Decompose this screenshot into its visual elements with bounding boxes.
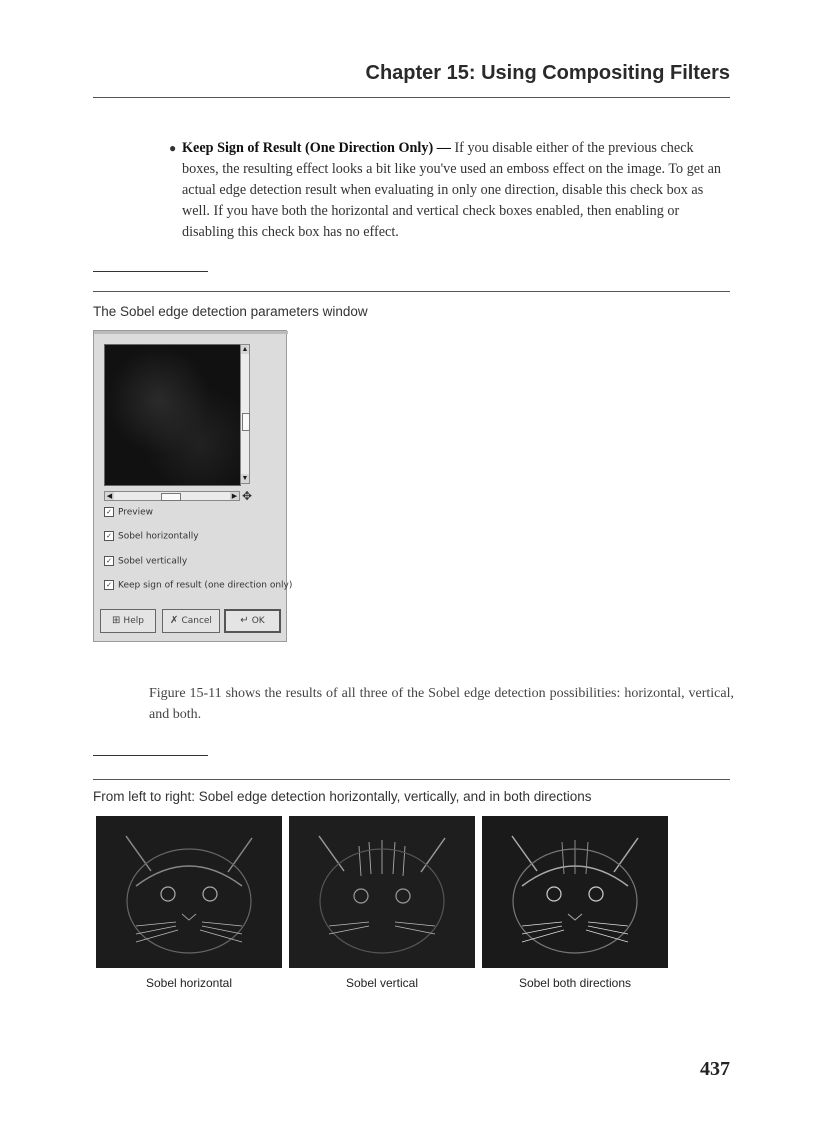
checkbox-keep-sign[interactable]	[104, 580, 292, 591]
cancel-button[interactable]	[162, 609, 220, 633]
checkbox-label: Sobel vertically	[118, 556, 188, 567]
bullet-item	[169, 138, 732, 243]
panel-label-vertical: Sobel vertical	[345, 976, 419, 990]
bullet-text: If you disable either of the previous check boxes, the resulting effect looks a bit like you've used an emboss effect on the image. To get an actual edge detection result when evaluating in only one direction, disable this check box as well. If you have both the horizontal and vertical check boxes enabled, then enabling or disabling this check box has no effect.	[182, 140, 721, 240]
scroll-down-icon[interactable]: ▼	[241, 474, 249, 482]
figure-rule	[93, 291, 730, 292]
ok-button[interactable]	[224, 609, 281, 633]
navigate-icon[interactable]: ✥	[242, 489, 253, 503]
bullet-lead: Keep Sign of Result (One Direction Only) —	[182, 140, 451, 156]
preview-image	[104, 344, 241, 486]
figure-caption: From left to right: Sobel edge detection horizontally, vertically, and in both directions	[93, 789, 592, 804]
scroll-right-icon[interactable]: ▶	[231, 492, 238, 500]
horizontal-scrollbar[interactable]	[104, 491, 240, 501]
scroll-thumb[interactable]	[242, 413, 250, 431]
figure-marker-rule	[93, 755, 208, 756]
ok-label: OK	[251, 616, 265, 626]
panel-label-horizontal: Sobel horizontal	[145, 976, 233, 990]
sobel-horizontal-image	[96, 816, 282, 968]
help-button[interactable]	[100, 609, 156, 633]
bullet-dot: ●	[169, 141, 177, 155]
page-number: 437	[700, 1058, 730, 1080]
checkbox-preview[interactable]	[104, 507, 153, 518]
panel-label-both: Sobel both directions	[518, 976, 632, 990]
cancel-icon: ✗	[170, 615, 179, 626]
header-rule	[93, 97, 730, 98]
scroll-left-icon[interactable]: ◀	[106, 492, 113, 500]
sobel-both-image	[482, 816, 668, 968]
checkbox-label: Preview	[118, 507, 154, 518]
help-label: Help	[123, 616, 144, 626]
vertical-scrollbar[interactable]	[240, 344, 250, 484]
scroll-up-icon[interactable]: ▲	[241, 345, 249, 353]
cancel-label: Cancel	[181, 616, 212, 626]
help-icon: ⊞	[112, 615, 121, 626]
chapter-title: Chapter 15: Using Compositing Filters	[365, 62, 730, 84]
sobel-dialog	[93, 330, 293, 642]
body-paragraph: Figure 15-11 shows the results of all three of the Sobel edge detection possibilities: horizontal, vertical, and both.	[149, 686, 734, 722]
dialog-top-border	[94, 331, 288, 334]
check-icon[interactable]: ✓	[104, 580, 114, 590]
checkbox-sobel-horizontally[interactable]	[104, 531, 199, 542]
figure-marker-rule	[93, 271, 208, 272]
checkbox-label: Keep sign of result (one direction only)	[118, 580, 293, 591]
check-icon[interactable]: ✓	[104, 531, 114, 541]
figure-caption: The Sobel edge detection parameters window	[93, 304, 368, 319]
checkbox-label: Sobel horizontally	[118, 531, 199, 542]
sobel-vertical-image	[289, 816, 475, 968]
figure-rule	[93, 779, 730, 780]
ok-icon: ↵	[240, 615, 249, 626]
check-icon[interactable]: ✓	[104, 556, 114, 566]
check-icon[interactable]: ✓	[104, 507, 114, 517]
checkbox-sobel-vertically[interactable]	[104, 556, 187, 567]
scroll-thumb[interactable]	[161, 493, 181, 501]
